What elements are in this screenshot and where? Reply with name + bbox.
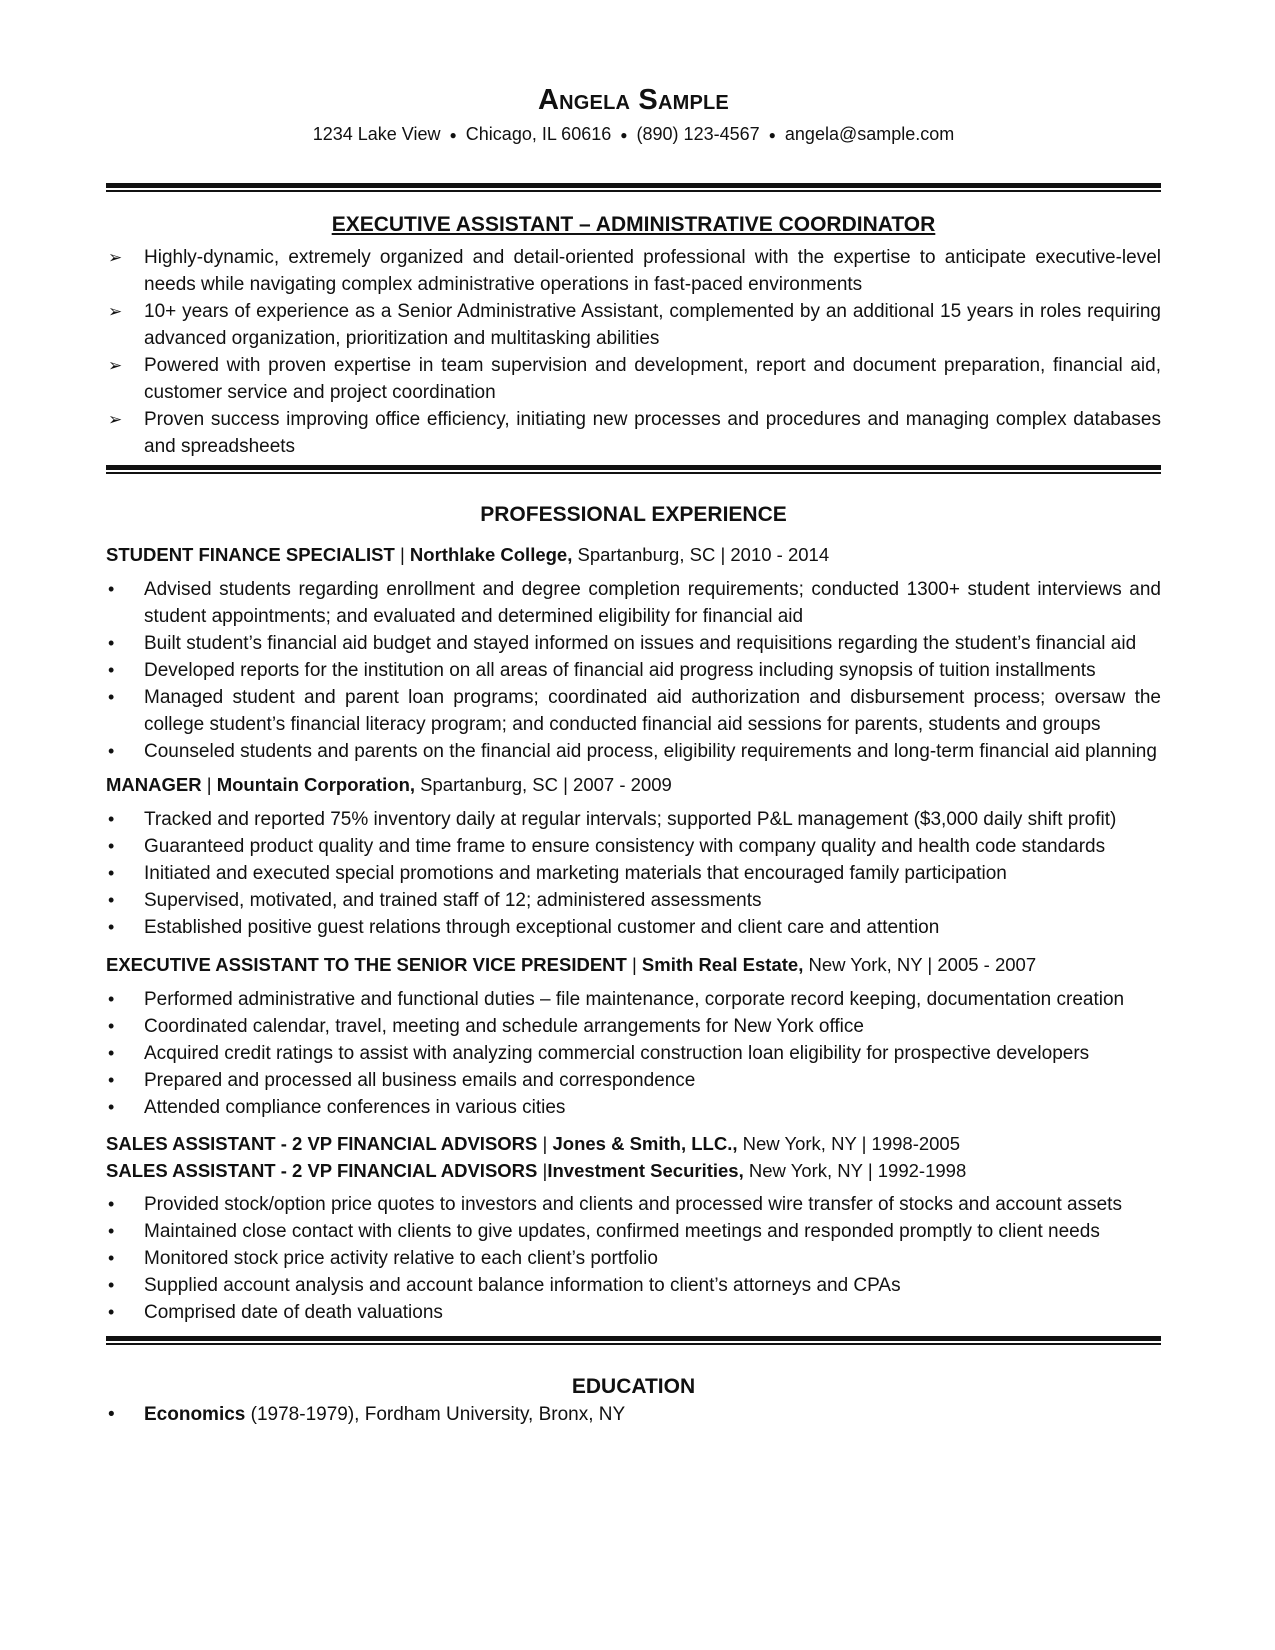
job-duties <box>106 576 1161 765</box>
email: angela@sample.com <box>784 124 955 144</box>
bullet-icon: • <box>108 1097 115 1117</box>
separator-dot: ● <box>768 128 776 142</box>
bullet-icon: • <box>108 890 115 910</box>
list-item: ➢ Proven success improving office efficiency, initiating new processes and procedures and managing complex databases and spreadsheets <box>106 406 1161 460</box>
arrow-bullet-icon: ➢ <box>108 248 123 267</box>
arrow-bullet-icon: ➢ <box>108 410 123 429</box>
education-entry <box>106 1401 1161 1428</box>
job-duties <box>106 806 1161 941</box>
job-duties <box>106 986 1161 1121</box>
separator-dot: ● <box>449 128 457 142</box>
bullet-icon: • <box>108 741 115 761</box>
job-heading: STUDENT FINANCE SPECIALIST | Northlake College, Spartanburg, SC | 2010 - 2014 <box>106 544 830 565</box>
phone: (890) 123-4567 <box>636 124 760 144</box>
summary-title: EXECUTIVE ASSISTANT – ADMINISTRATIVE COORDINATOR <box>331 213 936 236</box>
bullet-icon: • <box>108 1275 115 1295</box>
list-item: • Counseled students and parents on the financial aid process, eligibility requirements and long-term financial aid planning <box>106 738 1161 765</box>
list-item: • Coordinated calendar, travel, meeting and schedule arrangements for New York office <box>106 1013 1161 1040</box>
list-item: ➢ Highly-dynamic, extremely organized and detail-oriented professional with the expertise to anticipate executive-level needs while navigating complex administrative operations in fast-paced environments <box>106 244 1161 298</box>
list-item: • Tracked and reported 75% inventory daily at regular intervals; supported P&L management ($3,000 daily shift profit) <box>106 806 1161 833</box>
education-title: EDUCATION <box>571 1375 696 1398</box>
arrow-bullet-icon: ➢ <box>108 302 123 321</box>
bullet-icon: • <box>108 1221 115 1241</box>
list-item: ➢ 10+ years of experience as a Senior Administrative Assistant, complemented by an additional 15 years in roles requiring advanced organization, prioritization and multitasking abilities <box>106 298 1161 352</box>
bullet-icon: • <box>108 1248 115 1268</box>
list-item: • Advised students regarding enrollment and degree completion requirements; conducted 1300+ student interviews and student appointments; and evaluated and determined eligibility for financial aid <box>106 576 1161 630</box>
job-heading: SALES ASSISTANT - 2 VP FINANCIAL ADVISORS |Investment Securities, New York, NY | 1992-1998 <box>106 1160 967 1181</box>
section-divider <box>106 1336 1161 1345</box>
bullet-icon: • <box>108 1070 115 1090</box>
summary-list <box>106 244 1161 460</box>
bullet-icon: • <box>108 863 115 883</box>
list-item: • Performed administrative and functional duties – file maintenance, corporate record keeping, documentation creation <box>106 986 1161 1013</box>
bullet-icon: • <box>108 1043 115 1063</box>
bullet-icon: • <box>108 989 115 1009</box>
list-item: ➢ Powered with proven expertise in team supervision and development, report and document preparation, financial aid, customer service and project coordination <box>106 352 1161 406</box>
education-details: (1978-1979), Fordham University, Bronx, NY <box>245 1404 626 1425</box>
address: 1234 Lake View <box>312 124 441 144</box>
job-heading: MANAGER | Mountain Corporation, Spartanburg, SC | 2007 - 2009 <box>106 774 672 795</box>
candidate-name: Angela Sample <box>538 84 729 116</box>
list-item: • Established positive guest relations through exceptional customer and client care and attention <box>106 914 1161 941</box>
list-item: • Supplied account analysis and account balance information to client’s attorneys and CPAs <box>106 1272 1161 1299</box>
bullet-icon: • <box>108 1194 115 1214</box>
list-item: • Prepared and processed all business emails and correspondence <box>106 1067 1161 1094</box>
list-item: • Comprised date of death valuations <box>106 1299 1161 1326</box>
list-item: • Guaranteed product quality and time frame to ensure consistency with company quality and health code standards <box>106 833 1161 860</box>
bullet-icon: • <box>108 917 115 937</box>
list-item: • Developed reports for the institution on all areas of financial aid progress including synopsis of tuition installments <box>106 657 1161 684</box>
section-divider <box>106 183 1161 192</box>
bullet-icon: • <box>108 1404 115 1425</box>
bullet-icon: • <box>108 1016 115 1036</box>
list-item: • Attended compliance conferences in various cities <box>106 1094 1161 1121</box>
job-duties <box>106 1191 1161 1326</box>
degree: Economics <box>144 1404 246 1425</box>
arrow-bullet-icon: ➢ <box>108 356 123 375</box>
list-item: • Acquired credit ratings to assist with analyzing commercial construction loan eligibility for prospective developers <box>106 1040 1161 1067</box>
contact-line <box>106 124 1161 145</box>
list-item: • Supervised, motivated, and trained staff of 12; administered assessments <box>106 887 1161 914</box>
list-item: • Monitored stock price activity relative to each client’s portfolio <box>106 1245 1161 1272</box>
bullet-icon: • <box>108 660 115 680</box>
list-item: • Maintained close contact with clients to give updates, confirmed meetings and responded promptly to client needs <box>106 1218 1161 1245</box>
city: Chicago, IL 60616 <box>465 124 612 144</box>
list-item: • Managed student and parent loan programs; coordinated aid authorization and disbursement process; oversaw the college student’s financial literacy program; and conducted financial aid sessions for parents, students and groups <box>106 684 1161 738</box>
experience-title: PROFESSIONAL EXPERIENCE <box>480 503 787 526</box>
bullet-icon: • <box>108 1302 115 1322</box>
bullet-icon: • <box>108 633 115 653</box>
bullet-icon: • <box>108 809 115 829</box>
list-item: • Built student’s financial aid budget and stayed informed on issues and requisitions regarding the student’s financial aid <box>106 630 1161 657</box>
list-item: • Provided stock/option price quotes to investors and clients and processed wire transfer of stocks and account assets <box>106 1191 1161 1218</box>
bullet-icon: • <box>108 579 115 599</box>
separator-dot: ● <box>620 128 628 142</box>
job-heading: SALES ASSISTANT - 2 VP FINANCIAL ADVISORS | Jones & Smith, LLC., New York, NY | 1998-2005 <box>106 1133 961 1154</box>
bullet-icon: • <box>108 687 115 707</box>
list-item: • Initiated and executed special promotions and marketing materials that encouraged family participation <box>106 860 1161 887</box>
section-divider <box>106 465 1161 474</box>
bullet-icon: • <box>108 836 115 856</box>
job-heading: EXECUTIVE ASSISTANT TO THE SENIOR VICE PRESIDENT | Smith Real Estate, New York, NY | 2005 - 2007 <box>106 954 1037 975</box>
